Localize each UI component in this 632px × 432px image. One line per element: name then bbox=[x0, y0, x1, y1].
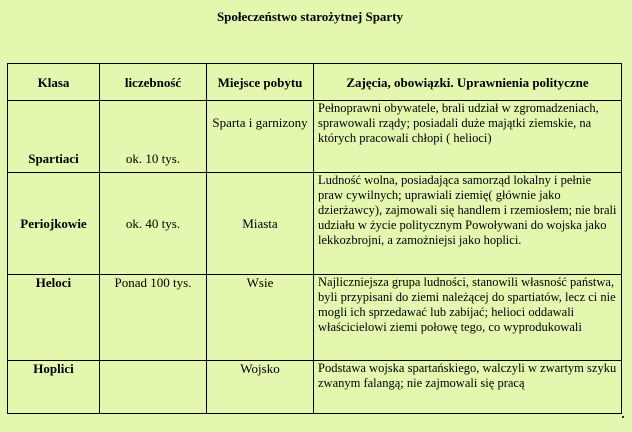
table-header-row bbox=[8, 64, 622, 101]
row-miejsce: Miasta bbox=[207, 173, 314, 275]
header-zajecia: Zajęcia, obowiązki. Uprawnienia polityczne bbox=[314, 64, 622, 101]
row-miejsce: Wojsko bbox=[207, 361, 314, 414]
row-zajecia: Pełnoprawni obywatele, brali udział w zgromadzeniach, sprawowali rządy; posiadali duże majątki ziemskie, na których pracowali chłopi ( helioci) bbox=[314, 101, 622, 173]
sparta-society-table bbox=[7, 63, 622, 414]
row-miejsce: Sparta i garnizony bbox=[207, 101, 314, 173]
header-liczebnosc: liczebność bbox=[100, 64, 207, 101]
corner-mark bbox=[622, 416, 624, 418]
row-zajecia: Podstawa wojska spartańskiego, walczyli w zwartym szyku zwanym falangą; nie zajmowali się pracą bbox=[314, 361, 622, 414]
table-row bbox=[8, 173, 622, 275]
page-title: Społeczeństwo starożytnej Sparty bbox=[216, 9, 404, 24]
header-miejsce: Miejsce pobytu bbox=[207, 64, 314, 101]
table-row bbox=[8, 101, 622, 173]
row-zajecia: Ludność wolna, posiadająca samorząd lokalny i pełnie praw cywilnych; uprawiali ziemię( głównie jako dzierżawcy), zajmowali się handlem i rzemiosłem; nie brali udziału w życie politycznym Powoływani do wojska jako lekkozbrojni, a zamożniejsi jako hoplici. bbox=[314, 173, 622, 275]
row-klasa: Spartiaci bbox=[8, 101, 100, 173]
header-klasa: Klasa bbox=[8, 64, 100, 101]
row-liczebnosc: ok. 40 tys. bbox=[100, 173, 207, 275]
row-liczebnosc: ok. 10 tys. bbox=[100, 101, 207, 173]
row-klasa: Hoplici bbox=[8, 361, 100, 414]
row-klasa: Heloci bbox=[8, 275, 100, 361]
row-klasa: Periojkowie bbox=[8, 173, 100, 275]
table-row bbox=[8, 275, 622, 361]
row-miejsce: Wsie bbox=[207, 275, 314, 361]
table-row bbox=[8, 361, 622, 414]
row-liczebnosc: Ponad 100 tys. bbox=[100, 275, 207, 361]
row-zajecia: Najliczniejsza grupa ludności, stanowili własność państwa, byli przypisani do ziemi należącej do spartiatów, lecz ci nie mogli ich sprzedawać lub zabijać; helioci oddawali właścicielowi ziemi połowę tego, co wyprodukowali bbox=[314, 275, 622, 361]
row-liczebnosc bbox=[100, 361, 207, 414]
